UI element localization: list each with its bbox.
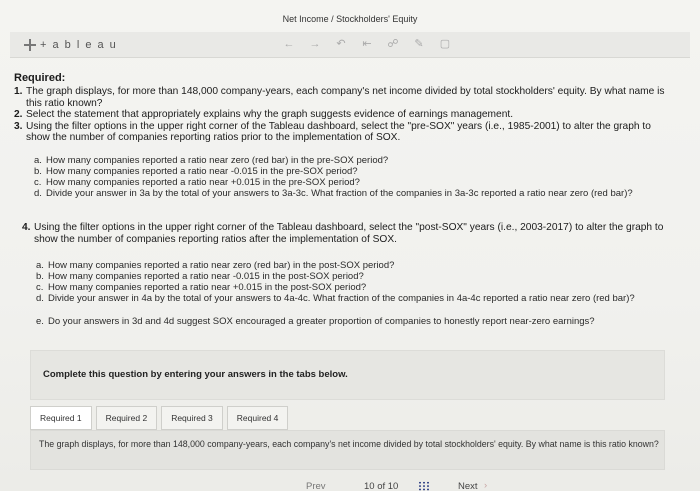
sub-letter: b. (36, 271, 44, 282)
answer-tabs (30, 406, 292, 430)
sub-text: How many companies reported a ratio near +0.015 in the pre-SOX period? (46, 177, 360, 188)
sub-text: How many companies reported a ratio near zero (red bar) in the post-SOX period? (48, 260, 395, 271)
tableau-logo (24, 39, 117, 51)
toolbar-icons (282, 37, 452, 51)
question-content (14, 72, 674, 144)
required-heading: Required: (14, 72, 66, 84)
undo-icon[interactable]: ← (283, 38, 295, 50)
share-icon[interactable]: ☍ (387, 38, 399, 50)
question-text: The graph displays, for more than 148,000 company-years, each company's net income divided by total stockholders' equity. By what name is this ratio known? (26, 86, 665, 109)
window-title: Net Income / Stockholders' Equity (282, 14, 418, 24)
sub-question-3b (34, 167, 634, 178)
tableau-toolbar (10, 32, 690, 58)
question-text: Using the filter options in the upper right corner of the Tableau dashboard, select the "pre-SOX" years (i.e., 1985-2001) to alter the graph to show the number of companies reporting ratios prior to the implementation of SOX. (26, 120, 651, 143)
sub-text: How many companies reported a ratio near zero (red bar) in the pre-SOX period? (46, 155, 389, 166)
question-number: 3. (14, 120, 23, 132)
question-number: 2. (14, 109, 23, 120)
question-item-2 (14, 109, 674, 121)
tab-required-2[interactable]: Required 2 (96, 406, 158, 430)
question-item-3 (14, 121, 674, 144)
redo-icon[interactable]: → (309, 38, 321, 50)
sub-letter: a. (36, 260, 44, 271)
sub-text: How many companies reported a ratio near -0.015 in the pre-SOX period? (46, 166, 358, 177)
sub-question-3d (34, 189, 668, 200)
question-number: 4. (22, 222, 31, 233)
question-items (14, 86, 674, 144)
sub-text: Do your answers in 3d and 4d suggest SOX encouraged a greater proportion of companies to honestly report near-zero earnings? (48, 316, 595, 327)
tableau-logo-icon (24, 39, 36, 51)
comment-icon[interactable]: ✎ (414, 38, 424, 50)
instructions-panel (30, 350, 665, 400)
fullscreen-icon[interactable]: ▢ (439, 38, 451, 50)
sub-question-4a (36, 261, 636, 272)
sub-text: Divide your answer in 3a by the total of your answers to 3a-3c. What fraction of the companies in 3a-3c reported a ratio near zero (red bar)? (46, 188, 633, 199)
instructions-text: Complete this question by entering your answers in the tabs below. (43, 369, 348, 380)
question-text: Select the statement that appropriately explains why the graph suggests evidence of earnings management. (26, 109, 514, 120)
answer-panel (30, 430, 665, 470)
tableau-logo-text: + a b l e a u (40, 38, 118, 51)
sub-letter: d. (34, 188, 42, 199)
sub-letter: e. (36, 316, 44, 327)
question-grid-icon[interactable] (418, 481, 430, 491)
sub-text: How many companies reported a ratio near -0.015 in the post-SOX period? (48, 271, 364, 282)
sub-question-4e (36, 317, 636, 328)
sub-letter: d. (36, 293, 44, 304)
question-number: 1. (14, 86, 23, 97)
sub-text: How many companies reported a ratio near +0.015 in the post-SOX period? (48, 282, 367, 293)
sub-letter: c. (34, 177, 42, 188)
tab-required-4[interactable]: Required 4 (227, 406, 289, 430)
prev-button[interactable]: Prev (306, 481, 326, 491)
tab-required-3[interactable]: Required 3 (161, 406, 223, 430)
question-item-4 (22, 222, 670, 245)
question-text: Using the filter options in the upper right corner of the Tableau dashboard, select the "post-SOX" years (i.e., 2003-2017) to alter the graph to show the number of companies reporting ratios after the implementation of SOX. (34, 222, 664, 245)
sub-question-4d (36, 294, 670, 305)
sub-letter: c. (36, 282, 44, 293)
question-item-1 (14, 86, 674, 109)
pause-icon[interactable]: ⇤ (362, 38, 372, 50)
chevron-right-icon[interactable]: › (484, 480, 488, 491)
next-button[interactable]: Next (458, 481, 478, 491)
sub-question-3a (34, 156, 634, 167)
tab-required-1[interactable]: Required 1 (30, 406, 92, 430)
sub-letter: b. (34, 166, 42, 177)
sub-letter: a. (34, 155, 42, 166)
page-count: 10 of 10 (364, 481, 399, 491)
answer-question-text: The graph displays, for more than 148,000 company-years, each company's net income divided by total stockholders' equity. By what name is this ratio known? (39, 439, 659, 449)
sub-text: Divide your answer in 4a by the total of your answers to 4a-4c. What fraction of the companies in 4a-4c reported a ratio near zero (red bar)? (48, 293, 635, 304)
sub-question-4b (36, 272, 636, 283)
revert-icon[interactable]: ↶ (336, 38, 346, 50)
pager (0, 478, 700, 491)
sub-question-3c (34, 178, 634, 189)
sub-question-4c (36, 283, 636, 294)
